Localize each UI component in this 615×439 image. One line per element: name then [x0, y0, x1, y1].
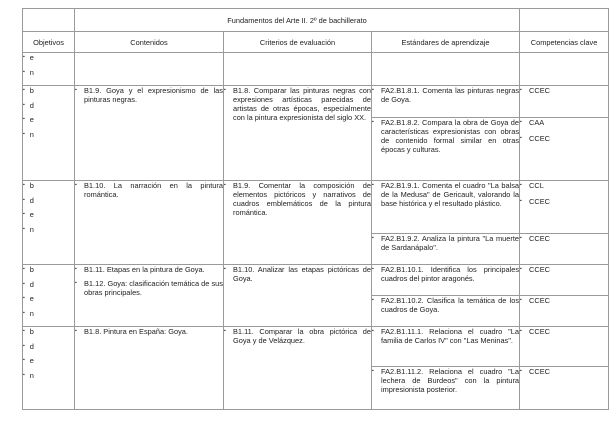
- estandar-cell: [372, 118, 520, 181]
- header-competencias: Competencias clave: [520, 32, 609, 53]
- criterio-item: ▪ B1.11. Comparar la obra pictórica de Goya y de Velázquez.: [224, 327, 371, 345]
- competencias-cell: [520, 327, 609, 367]
- competencia-item: ▪ CCEC: [520, 265, 608, 274]
- competencias-cell: [520, 118, 609, 181]
- estandar-item: ▪ FA2.B1.11.1. Relaciona el cuadro "La familia de Carlos IV" con "Las Meninas".: [372, 327, 519, 345]
- contenido-item: ▪ B1.11. Etapas en la pintura de Goya.: [75, 265, 223, 274]
- competencia-item: ▪ CAA: [520, 118, 608, 127]
- objetivo-item: ▪ b: [23, 181, 74, 196]
- contenido-item: ▪ B1.9. Goya y el expresionismo de las pinturas negras.: [75, 86, 223, 104]
- objetivo-item: ▪ d: [23, 196, 74, 211]
- competencia-item: ▪ CCEC: [520, 197, 608, 206]
- estandar-cell: [372, 86, 520, 118]
- objetivos-cell: [23, 53, 75, 86]
- contenidos-cell: [75, 86, 224, 181]
- estandar-item: ▪ FA2.B1.11.2. Relaciona el cuadro "La lechera de Burdeos" con la pintura impresionista posterior.: [372, 367, 519, 394]
- header-estandares: Estándares de aprendizaje: [372, 32, 520, 53]
- objetivo-item: ▪ n: [23, 225, 74, 240]
- curriculum-table: [22, 8, 609, 410]
- estandar-cell: [372, 265, 520, 296]
- contenidos-cell: [75, 327, 224, 410]
- objetivos-cell: [23, 181, 75, 265]
- objetivo-item: ▪ n: [23, 68, 74, 83]
- contenidos-cell: [75, 265, 224, 327]
- corner-cell: [520, 9, 609, 32]
- objetivo-item: ▪ n: [23, 130, 74, 145]
- contenido-item: ▪ B1.12. Goya: clasificación temática de sus obras principales.: [75, 279, 223, 297]
- competencia-item: ▪ CCL: [520, 181, 608, 190]
- competencias-cell: [520, 181, 609, 234]
- estandar-item: ▪ FA2.B1.9.1. Comenta el cuadro "La balsa de la Medusa" de Gericault, valorando la base histórica y el resultado plástico.: [372, 181, 519, 208]
- criterios-cell: [224, 53, 372, 86]
- competencia-item: ▪ CCEC: [520, 234, 608, 243]
- criterios-cell: [224, 86, 372, 181]
- header-criterios: Criterios de evaluación: [224, 32, 372, 53]
- objetivo-item: ▪ e: [23, 356, 74, 371]
- header-contenidos: Contenidos: [75, 32, 224, 53]
- objetivo-item: ▪ d: [23, 342, 74, 357]
- criterio-item: ▪ B1.10. Analizar las etapas pictóricas de Goya.: [224, 265, 371, 283]
- estandar-item: ▪ FA2.B1.10.2. Clasifica la temática de los cuadros de Goya.: [372, 296, 519, 314]
- competencia-item: ▪ CCEC: [520, 134, 608, 143]
- estandares-cell: [372, 53, 520, 86]
- objetivo-item: ▪ b: [23, 265, 74, 280]
- criterios-cell: [224, 265, 372, 327]
- estandar-item: ▪ FA2.B1.10.1. Identifica los principales cuadros del pintor aragonés.: [372, 265, 519, 283]
- estandar-item: ▪ FA2.B1.8.2. Compara la obra de Goya de características expresionistas con obras de contenido formal similar en otras épocas y culturas.: [372, 118, 519, 154]
- objetivo-item: ▪ e: [23, 294, 74, 309]
- contenidos-cell: [75, 181, 224, 265]
- objetivo-item: ▪ n: [23, 309, 74, 324]
- competencias-cell: [520, 367, 609, 410]
- estandar-cell: [372, 327, 520, 367]
- corner-cell: [23, 9, 75, 32]
- competencia-item: ▪ CCEC: [520, 86, 608, 95]
- objetivos-cell: [23, 327, 75, 410]
- competencia-item: ▪ CCEC: [520, 367, 608, 376]
- estandar-cell: [372, 296, 520, 327]
- competencia-item: ▪ CCEC: [520, 327, 608, 336]
- objetivo-item: ▪ b: [23, 327, 74, 342]
- estandar-item: ▪ FA2.B1.9.2. Analiza la pintura "La muerte de Sardanápalo".: [372, 234, 519, 252]
- estandar-cell: [372, 234, 520, 265]
- objetivo-item: ▪ n: [23, 371, 74, 386]
- criterio-item: ▪ B1.8. Comparar las pinturas negras con expresiones artísticas parecidas de artistas de otras épocas, especialmente con la pintura expresionista del siglo XX.: [224, 86, 371, 122]
- objetivo-item: ▪ e: [23, 210, 74, 225]
- objetivos-cell: [23, 265, 75, 327]
- table-title: Fundamentos del Arte II. 2º de bachillerato: [75, 9, 520, 32]
- objetivo-item: ▪ e: [23, 53, 74, 68]
- competencias-cell: [520, 296, 609, 327]
- contenido-item: ▪ B1.8. Pintura en España: Goya.: [75, 327, 223, 336]
- competencia-item: ▪ CCEC: [520, 296, 608, 305]
- criterios-cell: [224, 181, 372, 265]
- contenido-item: ▪ B1.10. La narración en la pintura romántica.: [75, 181, 223, 199]
- contenidos-cell: [75, 53, 224, 86]
- competencias-cell: [520, 234, 609, 265]
- criterios-cell: [224, 327, 372, 410]
- objetivos-cell: [23, 86, 75, 181]
- estandar-cell: [372, 181, 520, 234]
- competencias-cell: [520, 53, 609, 86]
- estandar-item: ▪ FA2.B1.8.1. Comenta las pinturas negras de Goya.: [372, 86, 519, 104]
- criterio-item: ▪ B1.9. Comentar la composición de elementos pictóricos y narrativos de cuadros emblemáticos de la pintura romántica.: [224, 181, 371, 217]
- objetivo-item: ▪ b: [23, 86, 74, 101]
- objetivo-item: ▪ d: [23, 101, 74, 116]
- header-objetivos: Objetivos: [23, 32, 75, 53]
- competencias-cell: [520, 265, 609, 296]
- competencias-cell: [520, 86, 609, 118]
- objetivo-item: ▪ e: [23, 115, 74, 130]
- objetivo-item: ▪ d: [23, 280, 74, 295]
- estandar-cell: [372, 367, 520, 410]
